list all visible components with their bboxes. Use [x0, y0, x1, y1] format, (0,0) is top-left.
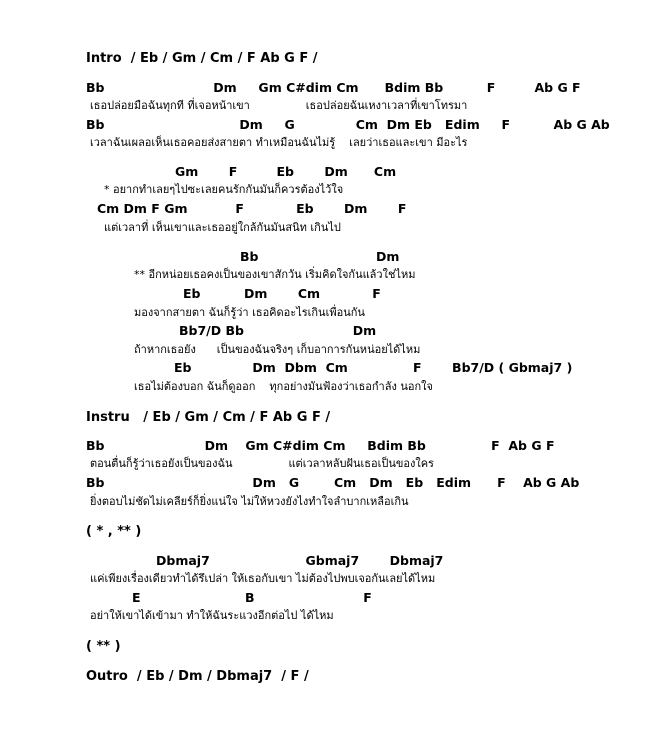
bridge-chords-2: E B F	[132, 590, 372, 605]
verse2-lyrics-2: ยิ่งตอบไม่ชัดไม่เคลียร์ก็ยิ่งแน่ใจ ไม่ให้หวงยังไงทำใจลำบากเหลือเกิน	[90, 495, 409, 508]
intro-line: Intro / Eb / Gm / Cm / F Ab G F /	[86, 51, 318, 66]
chorus-lyrics-2: มองจากสายตา ฉันก็รู้ว่า เธอคิดอะไรเกินเพื่อนกัน	[134, 306, 365, 319]
verse2-lyrics-1: ตอนตื่นก็รู้ว่าเธอยังเป็นของฉัน แต่เวลาหลับฝันเธอเป็นของใคร	[90, 457, 434, 470]
bridge-lyrics-1: แค่เพียงเรื่องเดียวทำได้รึเปล่า ให้เธอกับเขา ไม่ต้องไปพบเจอกันเลยได้ไหม	[90, 572, 436, 585]
chorus-lyrics-1: ** อีกหน่อยเธอคงเป็นของเขาสักวัน เริ่มคิดใจกันแล้วใช่ไหม	[134, 268, 416, 281]
bridge-lyrics-2: อย่าให้เขาได้เข้ามา ทำให้ฉันระแวงอีกต่อไป ได้ไหม	[90, 609, 334, 622]
verse2-chords-1: Bb Dm Gm C#dim Cm Bdim Bb F Ab G F	[86, 438, 555, 453]
verse1-chords-2: Bb Dm G Cm Dm Eb Edim F Ab G Ab	[86, 117, 610, 132]
verse2-chords-2: Bb Dm G Cm Dm Eb Edim F Ab G Ab	[86, 475, 580, 490]
verse1-lyrics-2: เวลาฉันเผลอเห็นเธอคอยส่งสายตา ทำเหมือนฉันไม่รู้ เลยว่าเธอและเขา มีอะไร	[90, 136, 468, 149]
prechorus-lyrics-1: * อยากทำเลยๆไปซะเลยคนรักกันมันก็ควรต้องไว้ใจ	[104, 183, 344, 196]
outro-line: Outro / Eb / Dm / Dbmaj7 / F /	[86, 669, 309, 684]
repeat-marker-2: ( ** )	[86, 639, 121, 654]
repeat-marker-1: ( * , ** )	[86, 524, 142, 539]
verse1-chords-1: Bb Dm Gm C#dim Cm Bdim Bb F Ab G F	[86, 80, 581, 95]
chorus-chords-3: Bb7/D Bb Dm	[179, 323, 377, 338]
chorus-chords-2: Eb Dm Cm F	[183, 286, 381, 301]
verse1-lyrics-1: เธอปล่อยมือฉันทุกที ที่เจอหน้าเขา เธอปล่อยฉันเหงาเวลาที่เขาโทรมา	[90, 99, 468, 112]
chorus-chords-4: Eb Dm Dbm Cm F Bb7/D ( Gbmaj7 )	[174, 360, 573, 375]
instru-line: Instru / Eb / Gm / Cm / F Ab G F /	[86, 410, 331, 425]
prechorus-lyrics-2: แต่เวลาที่ เห็นเขาและเธออยู่ใกล้กันมันสนิท เกินไป	[104, 221, 341, 234]
chorus-lyrics-3: ถ้าหากเธอยัง เป็นของฉันจริงๆ เก็บอาการกันหน่อยได้ไหม	[134, 343, 421, 356]
prechorus-chords-2: Cm Dm F Gm F Eb Dm F	[97, 201, 407, 216]
bridge-chords-1: Dbmaj7 Gbmaj7 Dbmaj7	[156, 553, 444, 568]
prechorus-chords-1: Gm F Eb Dm Cm	[175, 164, 397, 179]
chorus-chords-1: Bb Dm	[240, 249, 400, 264]
chorus-lyrics-4: เธอไม่ต้องบอก ฉันก็ดูออก ทุกอย่างมันฟ้องว่าเธอกำลัง นอกใจ	[134, 380, 433, 393]
